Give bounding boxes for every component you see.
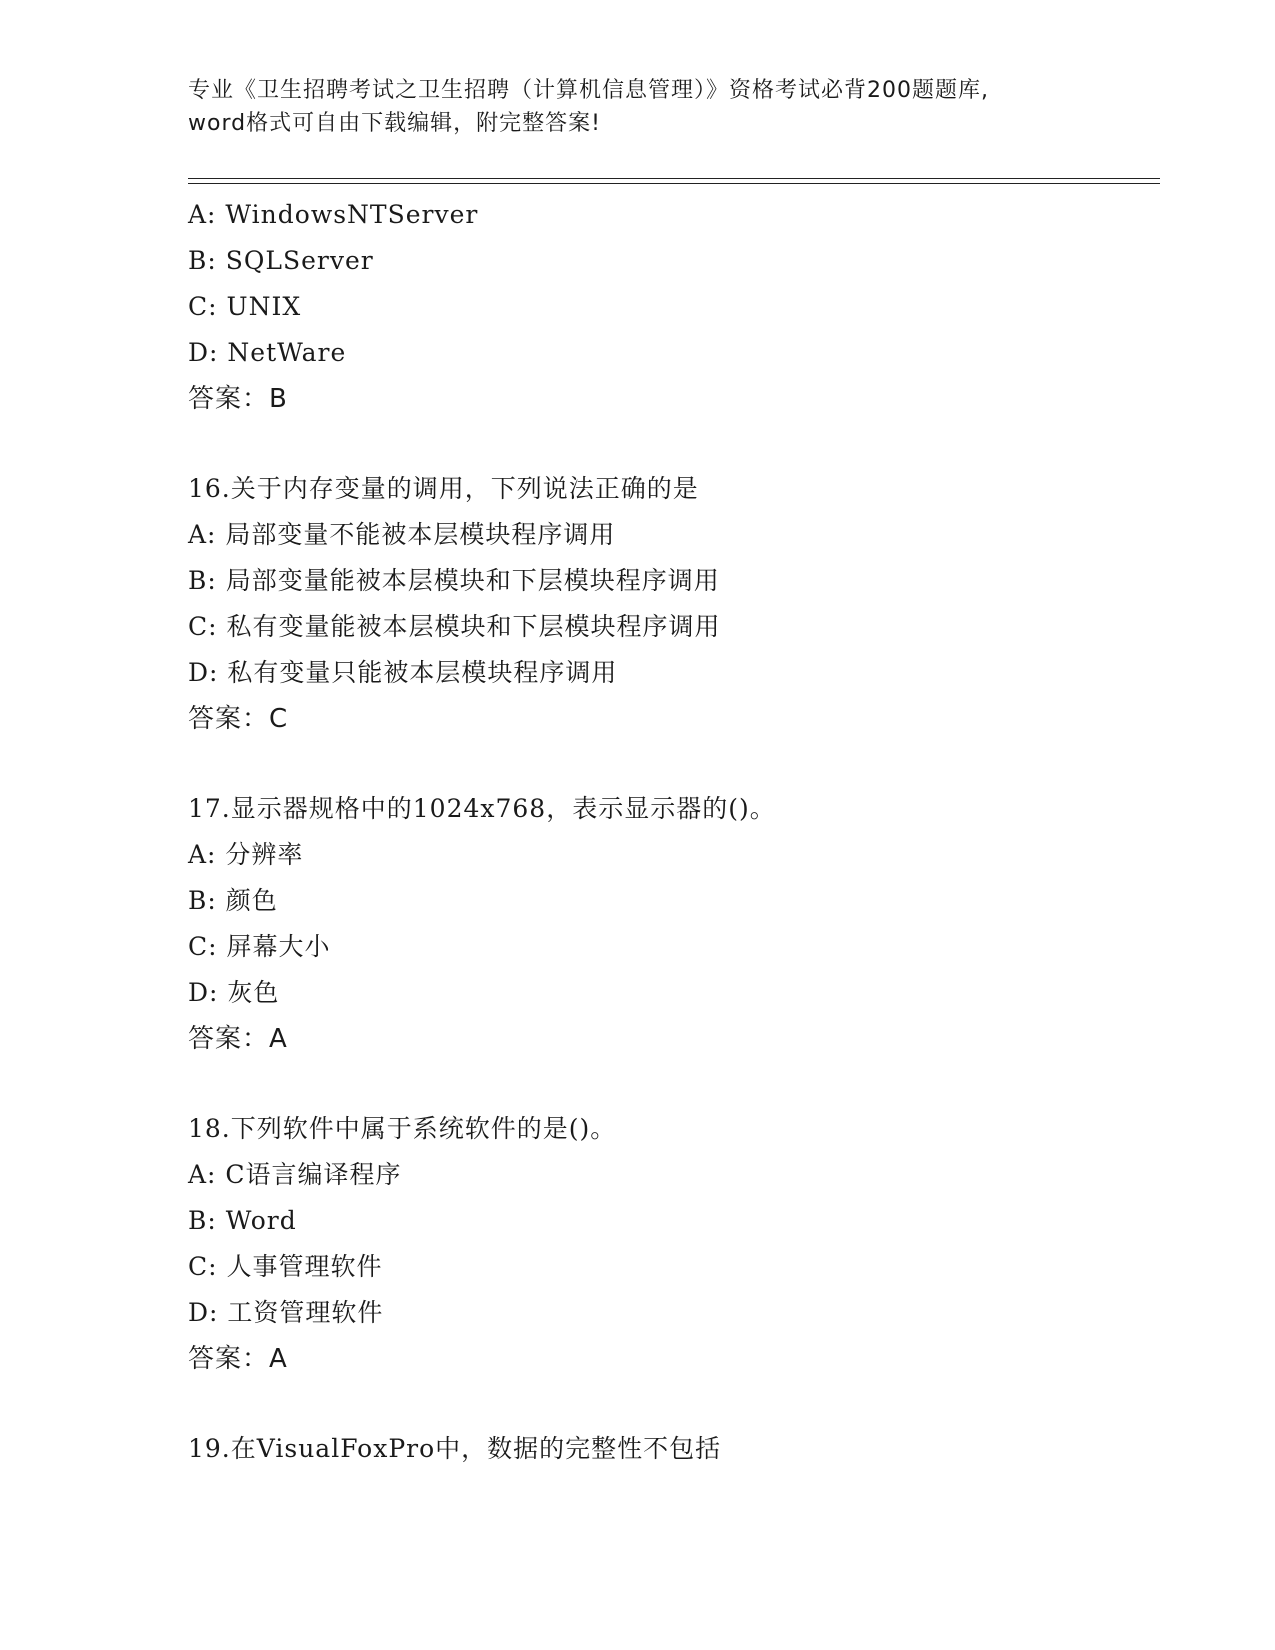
answer-line: 答案：B xyxy=(188,384,288,414)
option-d: D: NetWare xyxy=(188,338,347,367)
question-18 xyxy=(188,1106,1148,1382)
option-c: C: UNIX xyxy=(188,292,302,321)
answer-line: 答案：A xyxy=(188,1344,288,1374)
question-text: 19.在VisualFoxPro中，数据的完整性不包括 xyxy=(188,1434,722,1463)
question-16 xyxy=(188,466,1148,742)
option-b: B: SQLServer xyxy=(188,246,374,275)
spacer xyxy=(188,1382,1148,1426)
question-text: 16.关于内存变量的调用，下列说法正确的是 xyxy=(188,474,699,503)
question-15 xyxy=(188,192,1148,422)
document-header xyxy=(188,74,1108,140)
spacer xyxy=(188,1062,1148,1106)
header-line-2: word格式可自由下载编辑，附完整答案! xyxy=(188,111,601,136)
option-d: D: 工资管理软件 xyxy=(188,1298,384,1327)
option-a: A: WindowsNTServer xyxy=(188,200,479,229)
option-a: A: 分辨率 xyxy=(188,840,304,869)
question-text: 18.下列软件中属于系统软件的是()。 xyxy=(188,1114,617,1143)
option-a: A: 局部变量不能被本层模块程序调用 xyxy=(188,520,616,549)
answer-line: 答案：A xyxy=(188,1024,288,1054)
question-text: 17.显示器规格中的1024x768，表示显示器的()。 xyxy=(188,794,776,823)
spacer xyxy=(188,742,1148,786)
answer-line: 答案：C xyxy=(188,704,289,734)
header-line-1: 专业《卫生招聘考试之卫生招聘（计算机信息管理）》资格考试必背200题题库, xyxy=(188,78,989,103)
option-b: B: Word xyxy=(188,1206,297,1235)
question-list xyxy=(188,192,1148,1472)
option-b: B: 局部变量能被本层模块和下层模块程序调用 xyxy=(188,566,720,595)
option-c: C: 屏幕大小 xyxy=(188,932,331,961)
option-a: A: C语言编译程序 xyxy=(188,1160,402,1189)
header-divider-bottom xyxy=(188,183,1160,184)
option-b: B: 颜色 xyxy=(188,886,278,915)
option-c: C: 私有变量能被本层模块和下层模块程序调用 xyxy=(188,612,721,641)
option-c: C: 人事管理软件 xyxy=(188,1252,383,1281)
question-19 xyxy=(188,1426,1148,1472)
header-divider-top xyxy=(188,178,1160,179)
option-d: D: 私有变量只能被本层模块程序调用 xyxy=(188,658,618,687)
option-d: D: 灰色 xyxy=(188,978,280,1007)
question-17 xyxy=(188,786,1148,1062)
spacer xyxy=(188,422,1148,466)
